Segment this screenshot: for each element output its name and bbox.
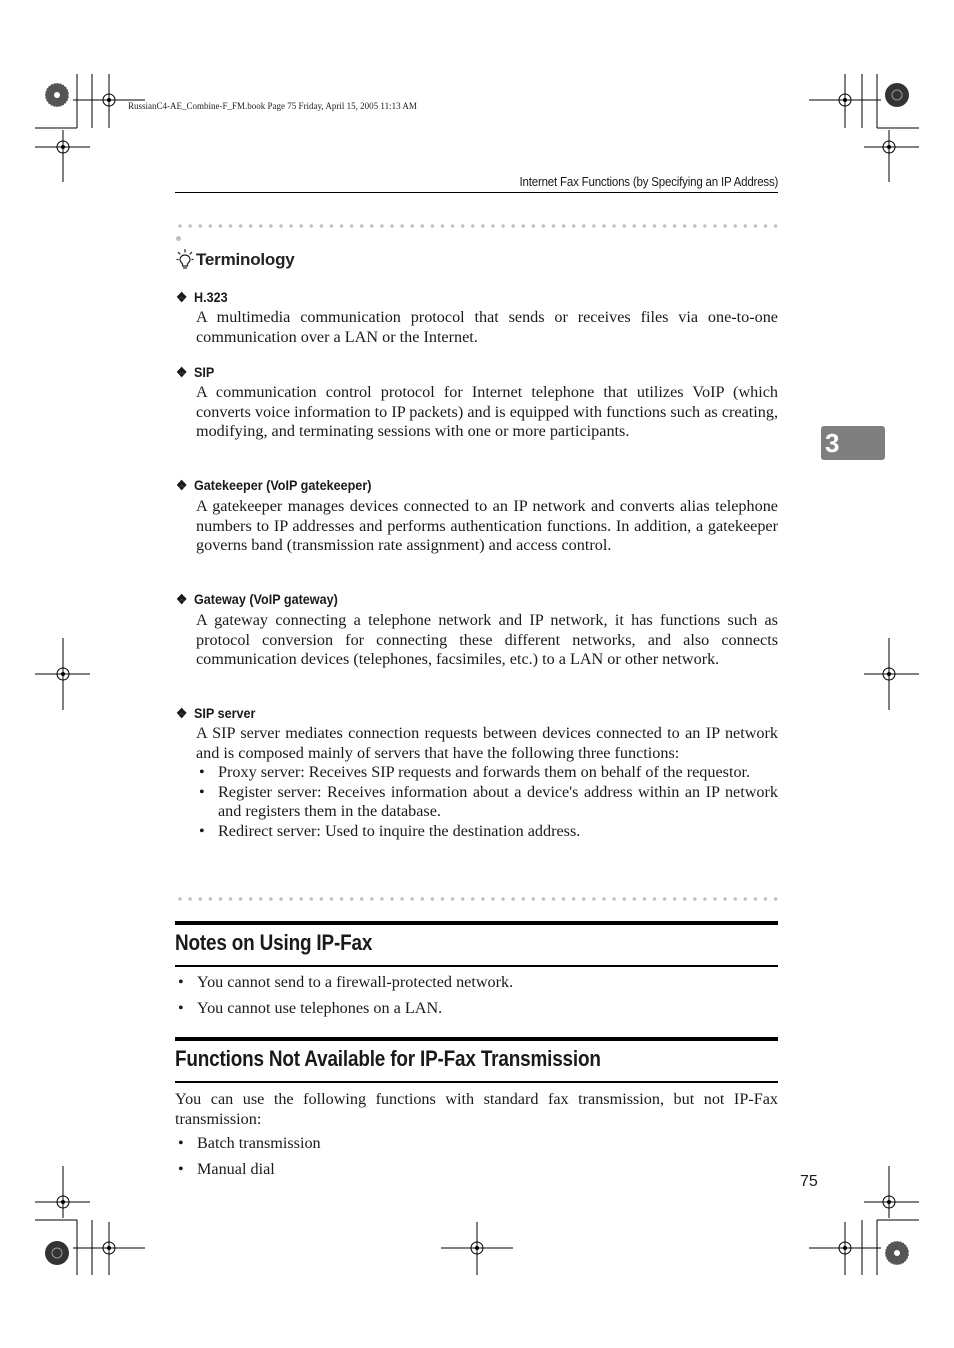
terminology-title: Terminology [196,250,295,269]
list-item: • Proxy server: Receives SIP requests and forwards them on behalf of the requestor. [196,763,778,783]
lightbulb-icon [176,246,194,270]
list-item: • Batch transmission [175,1134,778,1154]
list-item: • Manual dial [175,1160,778,1180]
terminology-corner-dot [176,236,181,241]
section-title: Functions Not Available for IP-Fax Transmission [175,1046,601,1071]
section-rule-top [175,1037,778,1041]
section-intro: You can use the following functions with standard fax transmission, but not IP-Fax transmission: [175,1090,778,1128]
term-name: Gatekeeper (VoIP gatekeeper) [194,477,372,493]
notes-list [175,973,778,1025]
diamond-bullet-icon: ❖ [176,364,188,380]
term-name: Gateway (VoIP gateway) [194,591,338,607]
section-rule-top [175,921,778,925]
term-definition-block [196,724,778,841]
sip-server-types-list [196,763,778,841]
section-rule-bottom [175,1081,778,1083]
section-title: Notes on Using IP-Fax [175,930,373,955]
book-file-info: RussianC4-AE_Combine-F_FM.book Page 75 Friday, April 15, 2005 11:13 AM [128,101,417,111]
terminology-bottom-dots [175,897,778,901]
diamond-bullet-icon: ❖ [176,705,188,721]
term-definition: A SIP server mediates connection requests between devices connected to an IP network and is composed mainly of servers that have the following three functions: [196,724,778,762]
term-heading [176,477,371,494]
header-rule [175,192,778,193]
terminology-top-dots [175,224,778,228]
term-heading [176,705,255,722]
diamond-bullet-icon: ❖ [176,591,188,607]
term-definition: A communication control protocol for Internet telephone that utilizes VoIP (which converts voice information to IP packets) and is equipped with functions such as creating, modifying, and terminating sessions with one or more participants. [196,383,778,440]
list-item: • Register server: Receives information about a device's address within an IP network and registers them in the database. [196,783,778,822]
term-heading [176,289,228,306]
list-item: • Redirect server: Used to inquire the destination address. [196,822,778,842]
list-item: • You cannot use telephones on a LAN. [175,999,778,1019]
term-heading [176,591,338,608]
section-rule-bottom [175,965,778,967]
term-definition: A gatekeeper manages devices connected to an IP network and converts alias telephone numbers to IP addresses and performs authentication functions. In addition, a gatekeeper governs band (transmission rate assignment) and access control. [196,497,778,554]
term-name: H.323 [194,289,228,305]
term-name: SIP [194,364,215,380]
chapter-tab: 3 [821,426,885,460]
functions-list [175,1134,778,1186]
diamond-bullet-icon: ❖ [176,477,188,493]
running-header: Internet Fax Functions (by Specifying an IP Address) [519,175,778,189]
term-heading [176,364,214,381]
term-name: SIP server [194,705,256,721]
term-definition: A gateway connecting a telephone network and IP network, it has functions such as protocol conversion for connecting these different networks, and also connects communication devices (telephones, facsimiles, etc.) to a LAN or other network. [196,611,778,668]
diamond-bullet-icon: ❖ [176,289,188,305]
page-number: 75 [800,1173,818,1190]
list-item: • You cannot send to a firewall-protected network. [175,973,778,993]
term-definition: A multimedia communication protocol that sends or receives files via one-to-one communication over a LAN or the Internet. [196,308,778,346]
